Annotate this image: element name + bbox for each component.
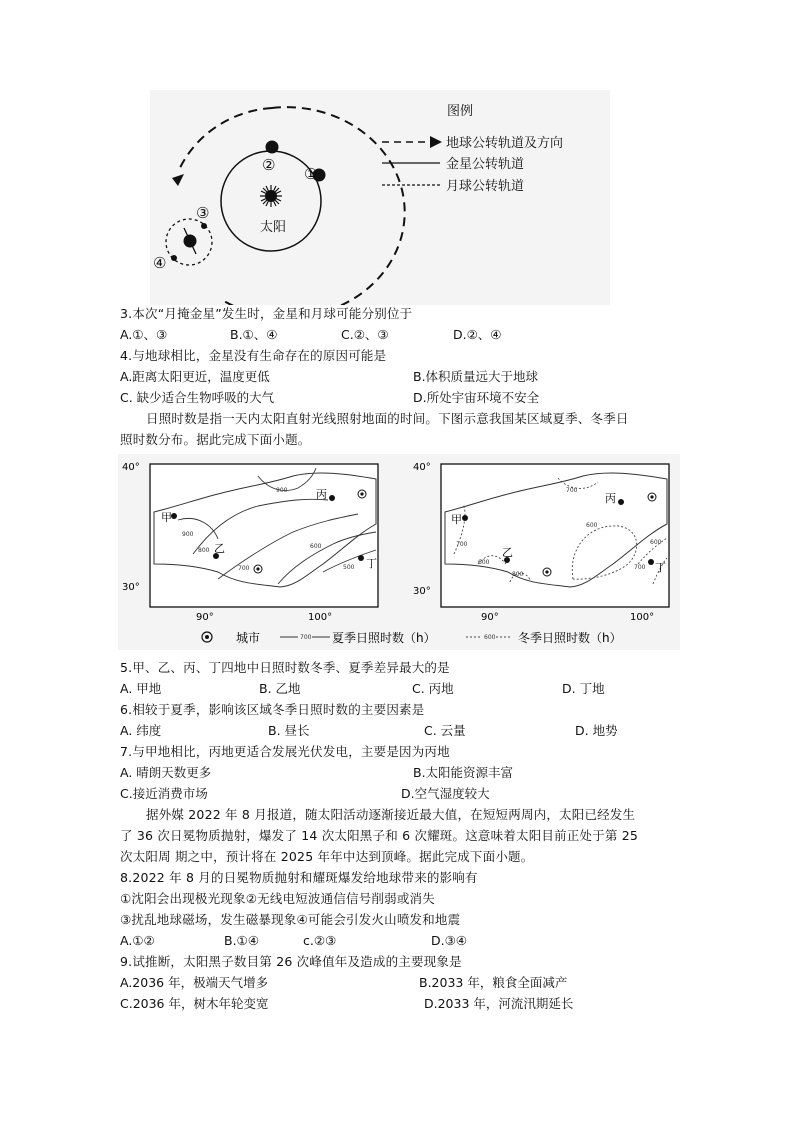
q3-option-d: D.②、④ xyxy=(453,327,502,342)
q3-stem: 3.本次“月掩金星”发生时，金星和月球可能分别位于 xyxy=(120,306,413,321)
winter-city-jia-dot xyxy=(462,515,468,521)
q5-option-a: A. 甲地 xyxy=(120,681,162,696)
winter-city-bing-dot xyxy=(618,499,624,505)
sunshine-maps xyxy=(118,454,680,650)
intro3-line2: 了 36 次日冕物质抛射，爆发了 14 次太阳黑子和 6 次耀斑。这意味着太阳目前正处于第 25 xyxy=(120,828,639,843)
q5-stem: 5.甲、乙、丙、丁四地中日照时数冬季、夏季差异最大的是 xyxy=(120,660,450,675)
q8-item2: ③扰乱地球磁场，发生磁暴现象④可能会引发火山喷发和地震 xyxy=(120,912,461,927)
legend-moon: 月球公转轨道 xyxy=(446,179,525,194)
marker-2: ② xyxy=(262,156,276,174)
summer-lon-left: 90° xyxy=(196,612,214,623)
marker-3: ③ xyxy=(196,204,210,222)
q6-option-c: C. 云量 xyxy=(424,723,466,738)
q7-stem: 7.与甲地相比，丙地更适合发展光伏发电，主要是因为丙地 xyxy=(120,744,450,759)
intro2-line1: 日照时数是指一天内太阳直射光线照射地面的时间。下图示意我国某区域夏季、冬季日 xyxy=(146,411,629,426)
legend-venus: 金星公转轨道 xyxy=(446,157,525,172)
q8-option-b: B.①④ xyxy=(224,933,259,948)
winter-city-ding-dot xyxy=(648,559,654,565)
city-bing-label: 丙 xyxy=(316,488,327,501)
q7-option-a: A. 晴朗天数更多 xyxy=(120,765,212,780)
q8-option-c: c.②③ xyxy=(303,933,337,948)
winter-lat-bottom: 30° xyxy=(413,586,431,597)
q5-option-d: D. 丁地 xyxy=(562,681,605,696)
winter-city-yi-label: 乙 xyxy=(502,546,513,559)
city-jia-label: 甲 xyxy=(161,511,172,524)
moon-position-4 xyxy=(171,255,177,261)
summer-label-800: 800 xyxy=(198,547,210,554)
legend-title: 图例 xyxy=(447,104,474,119)
q4-option-b: B.体积质量远大于地球 xyxy=(413,369,539,384)
q6-option-b: B. 昼长 xyxy=(268,723,310,738)
winter-city-ding-label: 丁 xyxy=(655,561,666,574)
figure-background xyxy=(150,90,610,305)
intro3-line3: 次太阳周 期之中，预计将在 2025 年年中达到顶峰。据此完成下面小题。 xyxy=(120,849,534,864)
moon-position-3 xyxy=(201,223,207,229)
q9-stem: 9.试推断，太阳黑子数目第 26 次峰值年及造成的主要现象是 xyxy=(120,954,462,969)
winter-lat-top: 40° xyxy=(413,462,431,473)
q4-option-a: A.距离太阳更近，温度更低 xyxy=(120,369,270,384)
legend-summer-label: 夏季日照时数（h） xyxy=(332,631,436,645)
q5-option-c: C. 丙地 xyxy=(412,681,454,696)
q8-stem: 8.2022 年 8 月的日冕物质抛射和耀斑爆发给地球带来的影响有 xyxy=(120,870,478,885)
sun-icon xyxy=(260,185,282,207)
summer-map xyxy=(122,462,378,623)
winter-map xyxy=(413,462,669,623)
q7-option-d: D.空气湿度较大 xyxy=(401,786,490,801)
q7-option-c: C.接近消费市场 xyxy=(120,786,208,801)
intro3-line1: 据外媒 2022 年 8 月报道，随太阳活动逐渐接近最大值，在短短两周内，太阳已经发生 xyxy=(146,807,636,822)
city-bing-dot xyxy=(329,495,335,501)
marker-1: ① xyxy=(304,165,318,183)
q9-option-d: D.2033 年，河流汛期延长 xyxy=(424,996,574,1011)
winter-label-700c: 700 xyxy=(634,564,646,571)
summer-lat-top: 40° xyxy=(122,462,140,473)
q9-option-c: C.2036 年，树木年轮变宽 xyxy=(120,996,269,1011)
q6-option-d: D. 地势 xyxy=(575,723,618,738)
sun-label: 太阳 xyxy=(260,220,287,235)
legend-winter-label: 冬季日照时数（h） xyxy=(518,631,622,645)
q3-option-a: A.①、③ xyxy=(120,327,168,342)
q8-option-a: A.①② xyxy=(120,933,155,948)
venus-position-2 xyxy=(266,141,279,154)
city-ding-dot xyxy=(358,555,364,561)
summer-lon-right: 100° xyxy=(308,612,333,623)
legend-earth: 地球公转轨道及方向 xyxy=(446,136,564,151)
marker-4: ④ xyxy=(153,254,167,272)
city-ding-label: 丁 xyxy=(366,557,377,570)
q4-stem: 4.与地球相比，金星没有生命存在的原因可能是 xyxy=(120,348,387,363)
legend-summer-sample: 700 xyxy=(300,634,312,641)
q3-option-b: B.①、④ xyxy=(230,327,278,342)
q6-stem: 6.相较于夏季，影响该区域冬季日照时数的主要因素是 xyxy=(120,702,425,717)
intro2-line2: 照时数分布。据此完成下面小题。 xyxy=(120,432,311,447)
q8-item1: ①沈阳会出现极光现象②无线电短波通信信号削弱或消失 xyxy=(120,891,435,906)
city-yi-label: 乙 xyxy=(214,542,225,555)
legend-winter-sample: 600 xyxy=(484,634,496,641)
q6-option-a: A. 纬度 xyxy=(120,723,162,738)
q7-option-b: B.太阳能资源丰富 xyxy=(413,765,514,780)
summer-label-700: 700 xyxy=(238,565,250,572)
q4-option-d: D.所处宇宙环境不安全 xyxy=(413,390,540,405)
summer-label-900b: 900 xyxy=(182,531,194,538)
summer-label-500: 500 xyxy=(343,564,355,571)
winter-label-600a: 600 xyxy=(586,522,598,529)
winter-label-700a: 700 xyxy=(566,487,578,494)
winter-lon-right: 100° xyxy=(630,612,655,623)
winter-label-600b: 600 xyxy=(478,559,490,566)
legend-city-label: 城市 xyxy=(236,631,261,645)
summer-label-900a: 900 xyxy=(276,487,288,494)
summer-lat-bottom: 30° xyxy=(122,582,140,593)
winter-city-jia-label: 甲 xyxy=(451,513,462,526)
winter-lon-left: 90° xyxy=(481,612,499,623)
winter-label-600c: 600 xyxy=(650,539,662,546)
q3-option-c: C.②、③ xyxy=(341,327,389,342)
q8-option-d: D.③④ xyxy=(431,933,468,948)
winter-label-700b: 700 xyxy=(456,541,468,548)
q9-option-a: A.2036 年，极端天气增多 xyxy=(120,975,269,990)
q9-option-b: B.2033 年，粮食全面减产 xyxy=(419,975,568,990)
q4-option-c: C. 缺少适合生物呼吸的大气 xyxy=(120,390,275,405)
winter-label-800: 800 xyxy=(512,571,524,578)
q5-option-b: B. 乙地 xyxy=(259,681,301,696)
summer-label-600: 600 xyxy=(310,543,322,550)
orbit-figure xyxy=(150,90,610,305)
winter-city-bing-label: 丙 xyxy=(605,492,616,505)
